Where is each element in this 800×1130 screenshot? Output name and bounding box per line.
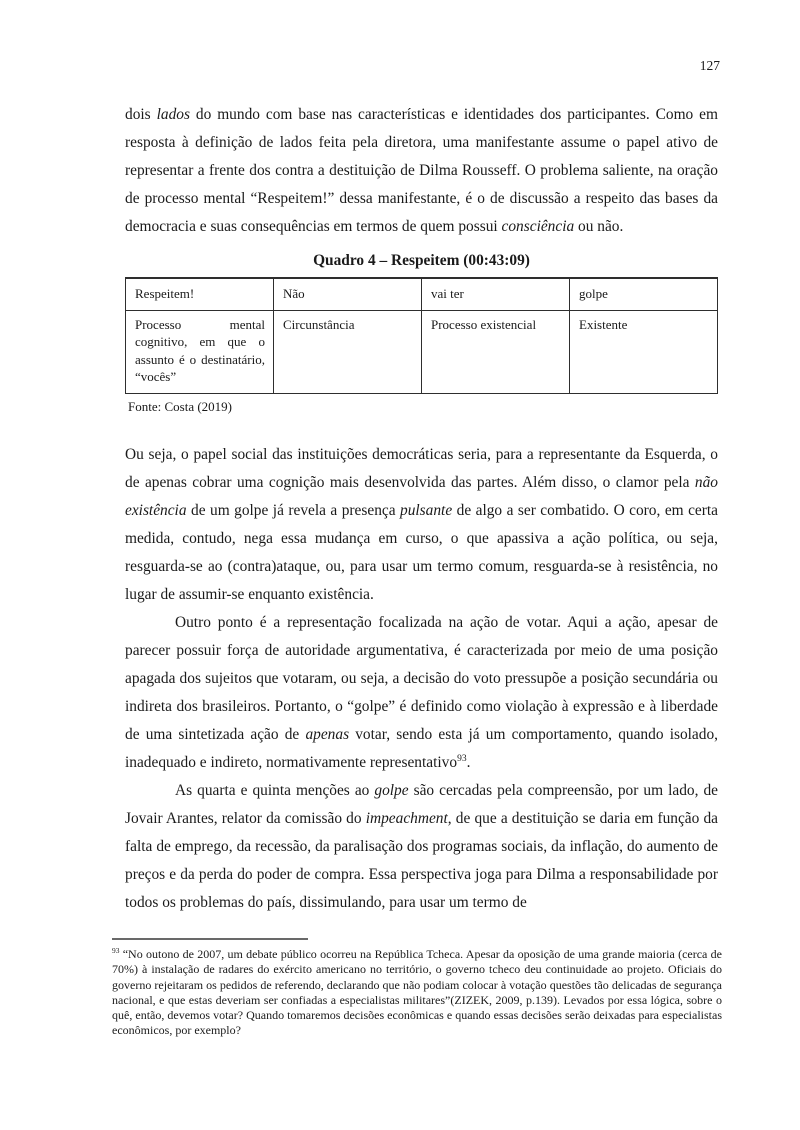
footnote-text: $^{93}$ “No outono de 2007, um debate público ocorreu na República Tcheca. Apesar da oposição de uma grande maioria (cerca de 70%) à instalação de radares do exército americano no território, o governo tcheco deu continuidade ao projeto. Oficiais do governo rejeitaram os pedidos de referendo, declarando que não podiam colocar à votação questões tão delicadas de segurança nacional, e que estas deveriam ser confiadas a especialistas militares”(ZIZEK, 2009, p.139). Levados por essa lógica, sobre o quê, então, devemos votar? Quando tomaremos decisões econômicas e quando essas decisões serão deixadas para especialistas econômicos, por exemplo? — [112, 946, 722, 1038]
table-header-cell-4: golpe — [570, 278, 718, 310]
table-header-row — [126, 278, 718, 310]
page-number: 127 — [699, 58, 720, 73]
table-data-cell-3: Processo existencial — [422, 310, 570, 393]
table-header-cell-3: vai ter — [422, 278, 570, 310]
body-paragraph-4: As quarta e quinta menções ao golpe são cercadas pela compreensão, por um lado, de Jovair Arantes, relator da comissão do impeachment, de que a destituição se daria em função da falta de emprego, da recessão, da paralisação dos programas sociais, da inflação, do aumento de preços e da perda do poder de compra. Essa perspectiva joga para Dilma a responsabilidade por todos os problemas do país, dissimulando, para usar um termo de — [125, 781, 718, 911]
body-paragraph-1: dois lados do mundo com base nas características e identidades dos participantes. Como em resposta à definição de lados feita pela diretora, uma manifestante assume o papel ativo de representar a frente dos contra a destituição de Dilma Rousseff. O problema saliente, na oração de processo mental “Respeitem!” dessa manifestante, é o de discussão a respeito das bases da democracia e suas consequências em termos de quem possui consciência ou não. — [125, 106, 718, 235]
linguistic-analysis-table — [125, 277, 718, 394]
table-header-cell-2: Não — [274, 278, 422, 310]
body-paragraph-3: Outro ponto é a representação focalizada na ação de votar. Aqui a ação, apesar de parecer possuir força de autoridade argumentativa, é caracterizada por meio de uma posição apagada dos sujeitos que votaram, ou seja, a decisão do voto pressupõe a posição secundária ou indireta dos brasileiros. Portanto, o “golpe” é definido como violação à expressão e à liberdade de uma sintetizada ação de apenas votar, sendo esta já um comportamento, quando isolado, inadequado e indireto, normativamente representativo$^{93}$. — [125, 613, 719, 771]
table-data-cell-4: Existente — [570, 310, 718, 393]
table-data-cell-2: Circunstância — [274, 310, 422, 393]
page-content — [125, 101, 718, 917]
footnote — [112, 938, 722, 1039]
table-caption: Quadro 4 – Respeitem (00:43:09) — [313, 252, 530, 269]
table-header-cell-1: Respeitem! — [126, 278, 274, 310]
footnote-separator — [112, 938, 308, 940]
table-data-cell-1: Processo mental cognitivo, em que o assunto é o destinatário, “vocês” — [126, 310, 274, 393]
body-paragraph-2: Ou seja, o papel social das instituições democráticas seria, para a representante da Esquerda, o de apenas cobrar uma cognição mais desenvolvida das partes. Além disso, o clamor pela não existência de um golpe já revela a presença pulsante de algo a ser combatido. O coro, em certa medida, contudo, nega essa mudança em curso, o que apassiva a ação política, ou seja, resguarda-se ao (contra)ataque, ou, para usar um termo comum, resguarda-se à resistência, no lugar de assumir-se enquanto existência. — [125, 445, 718, 603]
table-data-row — [126, 310, 718, 393]
table-source-note: Fonte: Costa (2019) — [128, 398, 232, 414]
